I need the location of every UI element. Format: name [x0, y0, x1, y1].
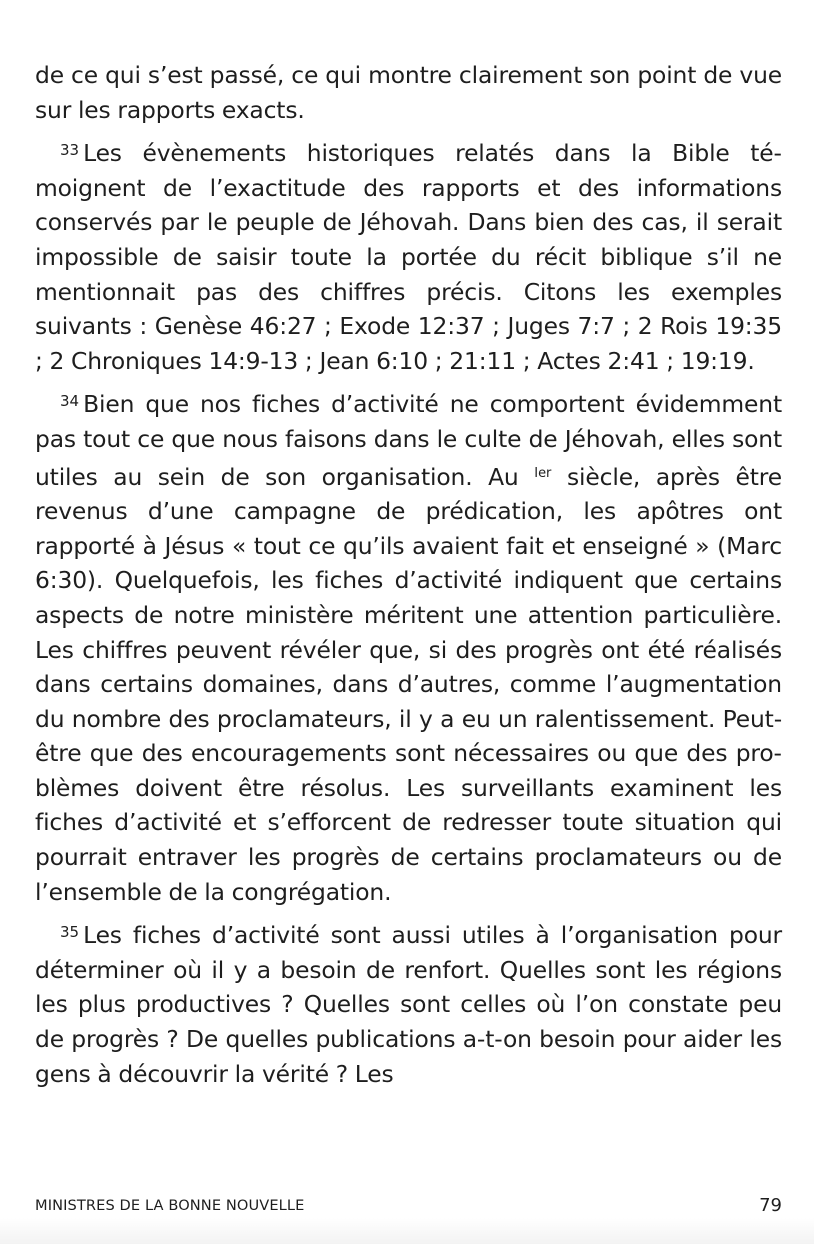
bottom-shadow — [0, 1218, 814, 1244]
paragraph-text: Bien que nos fiches d’activité ne comportent évidemment pas tout ce que nous faisons dans le culte de Jéhovah, elles sont utiles au sein de son organisation. Au — [35, 390, 782, 491]
paragraph-continuation — [35, 58, 782, 127]
book-title: MINISTRES DE LA BONNE NOUVELLE — [35, 1197, 305, 1214]
paragraph-number: 34 — [60, 392, 80, 411]
paragraph-number: 33 — [60, 141, 80, 160]
page-footer — [35, 1195, 782, 1215]
paragraph-text: de ce qui s’est passé, ce qui montre clairement son point de vue sur les rapports exacts. — [35, 61, 782, 124]
paragraph-text: siècle, après être revenus d’une campagne de prédication, les apôtres ont rapporté à Jésus « tout ce qu’ils avaient fait et enseigné » (Marc 6:30). Quelquefois, les fiches d’activité indiquent que certains aspects de notre ministère méritent une attention particulière. Les chiffres peuvent révéler que, si des progrès ont été réalisés dans certains domaines, dans d’autres, comme l’augmentation du nombre des proclamateurs, il y a eu un ralentissement. Peut-être que des encouragements sont nécessaires ou que des problèmes doivent être résolus. Les surveillants examinent les fiches d’activité et s’efforcent de redresser toute situation qui pourrait entraver les progrès de certains proclamateurs ou de l’ensemble de la congrégation. — [35, 462, 782, 906]
paragraph-35 — [35, 915, 782, 1091]
paragraph-number: 35 — [60, 923, 80, 942]
paragraph-text: Les évènements historiques relatés dans la Bible témoignent de l’exactitude des rapports et des informations conservés par le peuple de Jéhovah. Dans bien des cas, il serait impossible de saisir toute la portée du récit biblique s’il ne mentionnait pas des chiffres précis. Citons les exemples suivants : Genèse 46:27 ; Exode 12:37 ; Juges 7:7 ; 2 Rois 19:35 ; 2 Chroniques 14:9-13 ; Jean 6:10 ; 21:11 ; Actes 2:41 ; 19:19. — [35, 139, 782, 375]
page-body — [35, 58, 782, 1097]
century-numeral: I — [534, 465, 539, 481]
paragraph-text: Les fiches d’activité sont aussi utiles à l’organisation pour déterminer où il y a besoin de renfort. Quelles sont les régions les plus productives ? Quelles sont celles où l’on constate peu de progrès ? De quelles publications a-t-on besoin pour aider les gens à découvrir la vérité ? Les — [35, 921, 782, 1088]
paragraph-34 — [35, 384, 782, 909]
page-number: 79 — [759, 1195, 782, 1216]
century-suffix: er — [538, 465, 552, 481]
paragraph-33 — [35, 133, 782, 378]
